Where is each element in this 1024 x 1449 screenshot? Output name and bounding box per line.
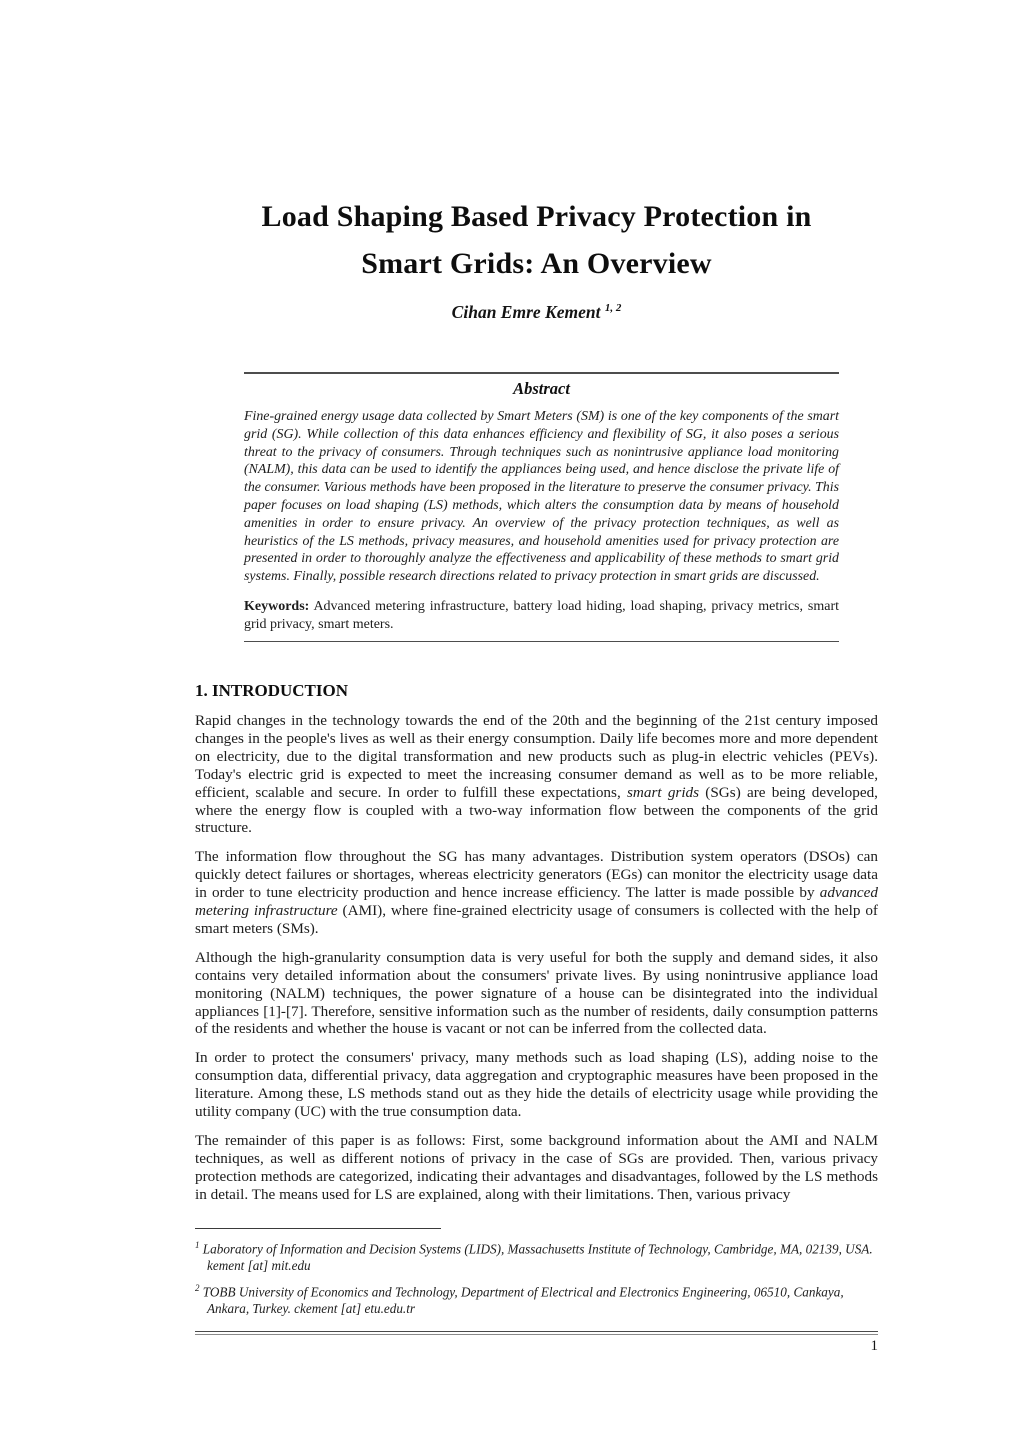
footnote-separator-rule xyxy=(195,1228,441,1229)
abstract-top-rule xyxy=(244,372,839,374)
footnote-1-text: Laboratory of Information and Decision Systems (LIDS), Massachusetts Institute of Technology, Cambridge, MA, 02139, USA. kement [at] mit.edu xyxy=(199,1241,873,1273)
title-line-1: Load Shaping Based Privacy Protection in xyxy=(261,200,812,233)
intro-paragraph-2: The information flow throughout the SG has many advantages. Distribution system operators (DSOs) can quickly detect failures or shortages, whereas electricity generators (EGs) can monitor the electricity usage data in order to tune electricity production and hence increase efficiency. The latter is made possible by advanced metering infrastructure (AMI), where fine-grained electricity usage of consumers is collected with the help of smart meters (SMs). xyxy=(195,848,878,937)
abstract-block xyxy=(244,372,839,642)
footnote-1 xyxy=(195,1237,878,1275)
author-affiliation-superscript: 1, 2 xyxy=(604,302,622,315)
intro-paragraph-1: Rapid changes in the technology towards the end of the 20th and the beginning of the 21st century imposed changes in the people's lives as well as their energy consumption. Daily life becomes more and more dependent on electricity, due to the digital transformation and new products such as plug-in electric vehicles (PEVs). Today's electric grid is expected to meet the increasing consumer demand as well as to be more reliable, efficient, scalable and secure. In order to fulfill these expectations, smart grids (SGs) are being developed, where the energy flow is coupled with a two-way information flow between the components of the grid structure. xyxy=(195,711,878,837)
author-line xyxy=(195,302,878,323)
keywords-text: Advanced metering infrastructure, battery load hiding, load shaping, privacy metrics, smart grid privacy, smart meters. xyxy=(244,598,839,632)
footnote-2-text: TOBB University of Economics and Technology, Department of Electrical and Electronics Engineering, 06510, Cankaya, Ankara, Turkey. ckement [at] etu.edu.tr xyxy=(199,1284,844,1317)
title-line-2: Smart Grids: An Overview xyxy=(361,247,712,280)
footnote-area xyxy=(195,1228,878,1318)
page-bottom-rule xyxy=(195,1331,878,1335)
intro-paragraph-5: The remainder of this paper is as follows: First, some background information about the AMI and NALM techniques, as well as different notions of privacy in the case of SGs are provided. Then, various privacy protection methods are categorized, indicating their advantages and disadvantages, followed by the LS methods in detail. The means used for LS are explained, along with their limitations. Then, various privacy xyxy=(195,1132,878,1203)
abstract-bottom-rule xyxy=(244,641,839,642)
abstract-body: Fine-grained energy usage data collected by Smart Meters (SM) is one of the key components of the smart grid (SG). While collection of this data enhances efficiency and flexibility of SG, it also poses a serious threat to the privacy of consumers. Through techniques such as nonintrusive appliance load monitoring (NALM), this data can be used to identify the appliances being used, and hence disclose the private life of the consumer. Various methods have been proposed in the literature to preserve the consumer privacy. This paper focuses on load shaping (LS) methods, which alters the consumption data by means of household amenities in order to ensure privacy. An overview of the privacy protection techniques, as well as heuristics of the LS methods, privacy measures, and household amenities used for privacy protection are presented in order to thoroughly analyze the effectiveness and applicability of these methods to smart grid systems. Finally, possible research directions related to privacy protection in smart grids are discussed. xyxy=(244,409,839,585)
keywords-paragraph xyxy=(244,598,839,634)
paper-title xyxy=(195,193,878,287)
page-number: 1 xyxy=(870,1337,878,1354)
page-content xyxy=(195,193,878,1355)
footnote-2-marker: 2 xyxy=(195,1283,200,1294)
section-heading-introduction: 1. INTRODUCTION xyxy=(195,680,349,700)
footnote-2 xyxy=(195,1280,878,1318)
footnote-1-marker: 1 xyxy=(195,1239,200,1250)
author-name: Cihan Emre Kement xyxy=(451,302,601,322)
intro-paragraph-4: In order to protect the consumers' privacy, many methods such as load shaping (LS), adding noise to the consumption data, differential privacy, data aggregation and cryptographic measures have been proposed in the literature. Among these, LS methods stand out as they hide the details of electricity usage while providing the utility company (UC) with the true consumption data. xyxy=(195,1049,878,1121)
intro-paragraph-3: Although the high-granularity consumption data is very useful for both the supply and demand sides, it also contains very detailed information about the consumers' private lives. By using nonintrusive appliance load monitoring (NALM) techniques, the power signature of a house can be disintegrated into the individual appliances [1]-[7]. Therefore, sensitive information such as the number of residents, daily consumption patterns of the residents and whether the house is vacant or not can be inferred from the collected data. xyxy=(195,948,878,1038)
abstract-heading: Abstract xyxy=(513,379,570,398)
keywords-label: Keywords: xyxy=(244,598,310,614)
